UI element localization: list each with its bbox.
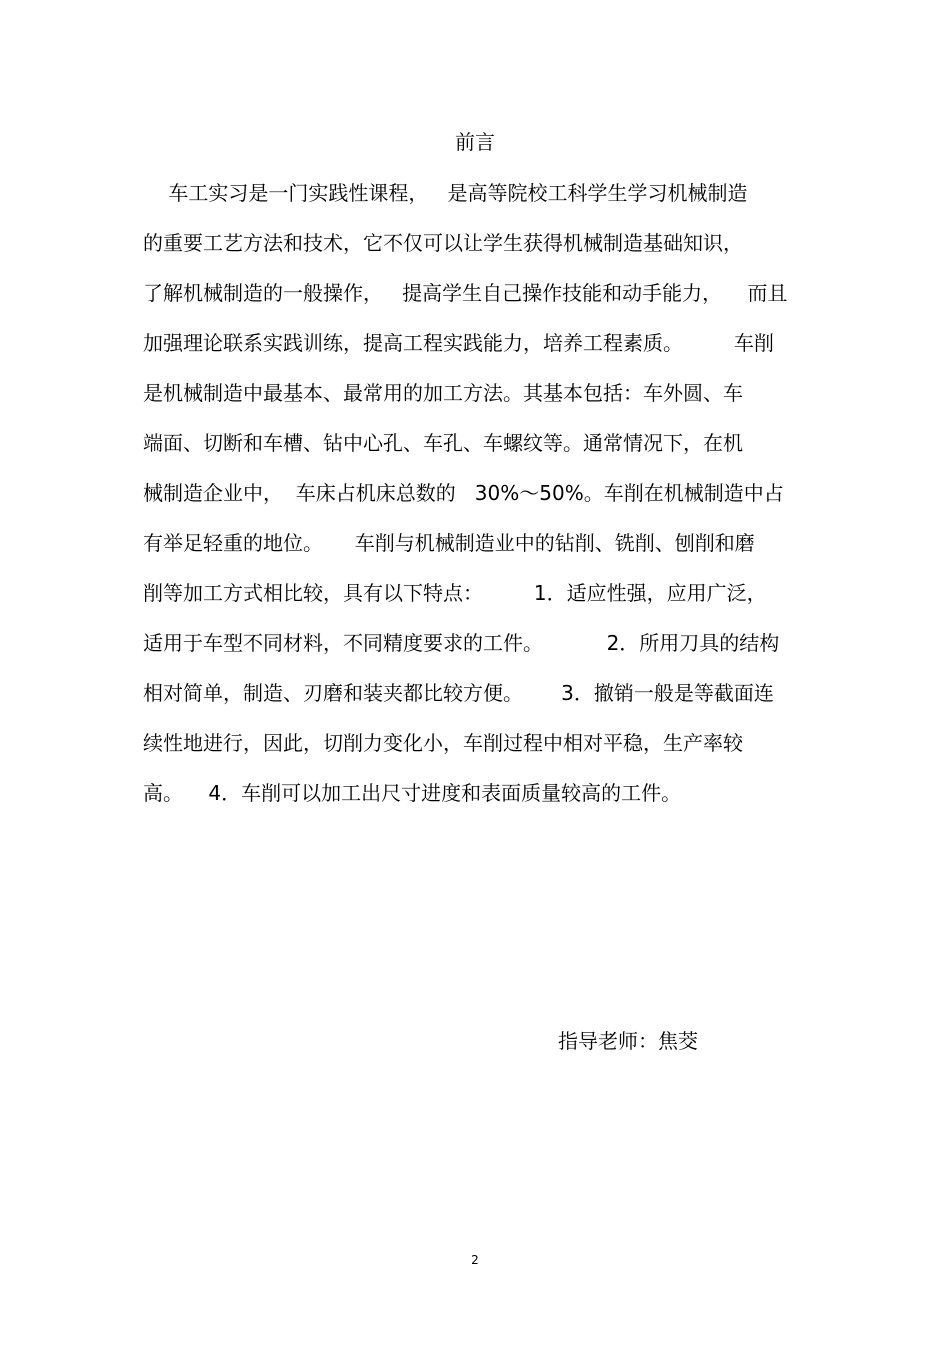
text-line: 加强理论联系实践训练，提高工程实践能力，培养工程素质。 车削 [143,331,774,355]
text-line: 车工实习是一门实践性课程， 是高等院校工科学生学习机械制造 [143,181,748,205]
page-number: 2 [471,1253,479,1267]
text-line: 有举足轻重的地位。 车削与机械制造业中的钻削、铣削、刨削和磨 [143,531,755,555]
text-line: 的重要工艺方法和技术，它不仅可以让学生获得机械制造基础知识， [143,231,743,255]
text-line: 高。 4．车削可以加工出尺寸进度和表面质量较高的工件。 [143,781,682,805]
text-line: 是机械制造中最基本、最常用的加工方法。其基本包括：车外圆、车 [143,381,743,405]
text-line: 相对简单，制造、刃磨和装夹都比较方便。 3．撤销一般是等截面连 [143,681,774,705]
text-line: 端面、切断和车槽、钻中心孔、车孔、车螺纹等。通常情况下，在机 [143,431,743,455]
text-line: 续性地进行，因此，切削力变化小，车削过程中相对平稳，生产率较 [143,731,743,755]
text-line: 适用于车型不同材料，不同精度要求的工件。 2．所用刀具的结构 [143,631,780,655]
text-line: 械制造企业中， 车床占机床总数的 30%～50%。车削在机械制造中占 [143,481,784,505]
body-paragraph [143,180,823,830]
page-title: 前言 [455,130,495,154]
text-line: 削等加工方式相比较，具有以下特点： 1．适应性强，应用广泛， [143,581,767,605]
text-line: 了解机械制造的一般操作， 提高学生自己操作技能和动手能力， 而且 [143,281,788,305]
advisor-signature: 指导老师：焦茭 [558,1029,698,1053]
